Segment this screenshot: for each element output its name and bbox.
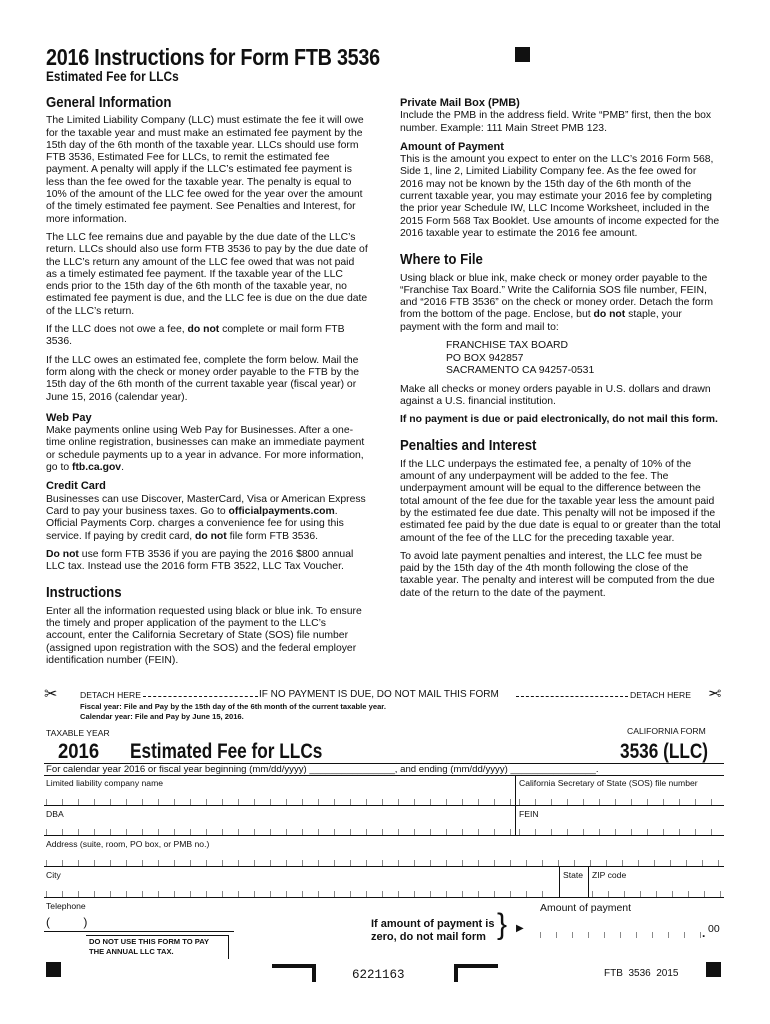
address-line-1: FRANCHISE TAX BOARD — [446, 340, 569, 352]
detach-dash-left — [143, 696, 258, 697]
where-text — [400, 273, 722, 334]
divider-zip — [588, 866, 589, 897]
phone-field[interactable]: ( ) — [46, 915, 88, 929]
amount-label: Amount of payment — [540, 902, 632, 914]
taxable-year-label: TAXABLE YEAR — [46, 728, 110, 738]
p3-bold: do not — [187, 324, 220, 336]
arrow-right-icon: ▶ — [516, 923, 524, 934]
decimal-dot: . — [702, 926, 706, 940]
left-column — [46, 94, 368, 673]
instructions-text: Enter all the information requested using black or blue ink. To ensure the timely and proper application of the payment to the LLC’s account, enter the California Secretary of State (SOS) file number (assigned upon registration with the SOS) and the federal employer identification number (FEIN). — [46, 605, 362, 666]
p3-text-c: complete or mail form FTB 3536. — [46, 324, 345, 348]
detach-left-label: DETACH HERE — [80, 690, 141, 700]
penalties-p2: To avoid late payment penalties and interest, the LLC fee must be paid by the 15th day of the 4th month following the close of the taxable year. The penalty and interest will be computed from the due date of the return to the date of the payment. — [400, 550, 715, 599]
general-information-heading: General Information — [46, 94, 172, 111]
california-form-label: CALIFORNIA FORM — [627, 726, 706, 736]
registration-mark-top — [515, 47, 530, 62]
right-column — [400, 97, 722, 606]
brace-icon: } — [497, 908, 508, 941]
where-bold: do not — [593, 309, 626, 321]
officialpayments-link[interactable]: officialpayments.com — [228, 505, 335, 517]
city-label: City — [46, 870, 61, 880]
period-line: For calendar year 2016 or fiscal year beginning (mm/dd/yyyy) ________________, and ending (mm/dd/yyyy) ________________. — [46, 764, 599, 775]
general-p2: The LLC fee remains due and payable by the due date of the LLC’s return. LLCs should also use form FTB 3536 to pay by the due date of the LLC’s return any amount of the LLC fee owed that was not paid as a timely estimated fee payment. If the taxable year of the LLC ends prior to the 15th day of the 6th month of the taxable year, no estimated fee payment is due, and the LLC fee is due on the due date of the LLC’s return. — [46, 231, 368, 317]
web-pay-text — [46, 425, 368, 474]
corner-bracket-left — [272, 964, 316, 982]
general-p3 — [46, 324, 368, 349]
penalties-heading: Penalties and Interest — [400, 437, 537, 455]
pmb-heading: Private Mail Box (PMB) — [400, 97, 520, 109]
dba-label: DBA — [46, 809, 64, 819]
credit-card-heading: Credit Card — [46, 480, 106, 493]
pmb-text: Include the PMB in the address field. Write “PMB” first, then the box number. Example: 111 Main Street PMB 123. — [400, 110, 712, 134]
ftb-link[interactable]: ftb.ca.gov — [72, 462, 122, 474]
do-not-use-line2: THE ANNUAL LLC TAX. — [89, 947, 174, 956]
detach-dash-right — [516, 696, 628, 697]
address-line-2: PO BOX 942857 — [446, 352, 524, 364]
fiscal-note: Fiscal year: File and Pay by the 15th day of the 6th month of the current taxable year. — [80, 702, 386, 711]
amount-cents: 00 — [708, 923, 720, 935]
credit-c: file form FTB 3536. — [226, 530, 318, 542]
warning-bold: If no payment is due or paid electronically, do not mail this form. — [400, 414, 718, 426]
address-line-3: SACRAMENTO CA 94257-0531 — [446, 365, 595, 377]
rule-dba — [44, 805, 724, 806]
where-warning — [400, 414, 722, 426]
form-number: 3536 (LLC) — [620, 740, 709, 763]
rule-address — [44, 835, 724, 836]
divider-state — [559, 866, 560, 897]
general-p4: If the LLC owes an estimated fee, complete the form below. Mail the form along with the check or money order payable to the FTB by the 15th day of the 6th month of the current taxable year (fiscal year) or June 15, 2016 (calendar year). — [46, 354, 360, 403]
general-p1: The Limited Liability Company (LLC) must estimate the fee it will owe for the taxable year and must make an estimated fee payment by the 15th day of the 6th month of the taxable year. LLCs should use form FTB 3536, Estimated Fee for LLCs, to remit the estimated fee payment. A penalty will apply if the LLC’s estimated fee payment is less than the fee owed for the taxable year. The penalty is equal to 10% of the amount of the LLC fee owed for the year over the amount of the timely estimated fee payment. See Penalties and Interest, for more information. — [46, 115, 364, 225]
web-pay-body: Make payments online using Web Pay for Businesses. After a one-time online registration, businesses can make an immediate payment or schedule payments up to a year in advance. For more information, go to — [46, 425, 365, 474]
rule-period — [44, 775, 724, 776]
sos-label: California Secretary of State (SOS) file number — [519, 778, 698, 788]
do-not-use-text — [46, 549, 368, 574]
where-to-file-heading: Where to File — [400, 251, 483, 269]
where-b: staple, your payment with the form and mail to: — [400, 309, 682, 333]
rule-telephone — [44, 897, 724, 898]
fein-label: FEIN — [519, 809, 539, 819]
mailing-address — [446, 340, 722, 378]
do-not-bold: Do not — [46, 548, 79, 560]
detach-mid-label: IF NO PAYMENT IS DUE, DO NOT MAIL THIS FORM — [259, 689, 499, 700]
scissors-left-icon: ✂ — [44, 686, 58, 703]
corner-bracket-right — [454, 964, 498, 982]
page-subtitle: Estimated Fee for LLCs — [46, 69, 179, 84]
penalties-p1: If the LLC underpays the estimated fee, a penalty of 10% of the amount of any underpayment will be added to the fee. The underpayment amount will be equal to the difference between the total amount of the fee due for the taxable year less the amount paid by the estimated fee due date. This penalty will not be imposed if the estimated fee paid by the due date is equal to or greater than the total amount of the fee of the LLC for the preceding taxable year. — [400, 458, 721, 544]
page-title: 2016 Instructions for Form FTB 3536 — [46, 44, 380, 70]
state-label: State — [563, 870, 584, 880]
credit-b: . Official Payments Corp. charges a convenience fee for using this service. If paying by credit card, — [46, 505, 344, 542]
where-c: Make all checks or money orders payable in U.S. dollars and drawn against a U.S. financial institution. — [400, 383, 711, 407]
calendar-note: Calendar year: File and Pay by June 15, 2016. — [80, 712, 244, 721]
no-mail-line2: zero, do not mail form — [371, 931, 486, 943]
detach-right-label: DETACH HERE — [630, 690, 691, 700]
do-not-body: use form FTB 3536 if you are paying the 2016 $800 annual LLC tax. Instead use the 2016 form FTB 3522, LLC Tax Voucher. — [46, 548, 354, 573]
rule-city — [44, 866, 724, 867]
credit-a: Businesses can use Discover, MasterCard, Visa or American Express Card to pay your business taxes. Go to — [46, 493, 366, 517]
zip-label: ZIP code — [592, 870, 627, 880]
amount-heading: Amount of Payment — [400, 140, 504, 153]
address-label: Address (suite, room, PO box, or PMB no.) — [46, 839, 210, 849]
scissors-right-icon: ✂ — [708, 686, 722, 703]
telephone-label: Telephone — [46, 901, 86, 911]
where-a: Using black or blue ink, make check or money order payable to the “Franchise Tax Board.” Write the California SOS file number, FEIN, and “2016 FTB 3536” on the check or money order. Detach the form from the bottom of the page. Enclose, but — [400, 272, 714, 321]
registration-mark-bottom-right — [706, 962, 721, 977]
do-not-use-line1: DO NOT USE THIS FORM TO PAY — [89, 937, 210, 946]
form-year: 2016 — [58, 740, 100, 763]
registration-mark-bottom-left — [46, 962, 61, 977]
p3-text-a: If the LLC does not owe a fee, — [46, 324, 188, 336]
amount-text: This is the amount you expect to enter on the LLC’s 2016 Form 568, Side 1, line 2, Limited Liability Company fee. As the fee owed for 2016 may not be known by the 15th day of the 6th month of the current taxable year, you may estimate your 2016 fee by completing the prior year Schedule IW, LLC Income Worksheet, included in the 2015 Form 568 Tax Booklet. Use amounts of income expected for the 2016 taxable year to estimate the 2016 fee amount. — [400, 154, 720, 239]
no-mail-line1: If amount of payment is — [371, 918, 495, 930]
credit-card-text — [46, 494, 368, 543]
web-pay-end: . — [121, 462, 124, 474]
barcode-number: 6221163 — [352, 968, 405, 982]
form-title: Estimated Fee for LLCs — [130, 740, 323, 763]
credit-bold: do not — [195, 530, 227, 542]
footer-code: FTB 3536 2015 — [604, 968, 679, 979]
llc-name-label: Limited liability company name — [46, 778, 164, 788]
phone-underline — [44, 931, 234, 932]
amount-field[interactable] — [540, 932, 702, 938]
web-pay-heading: Web Pay — [46, 411, 92, 424]
instructions-heading: Instructions — [46, 584, 122, 602]
